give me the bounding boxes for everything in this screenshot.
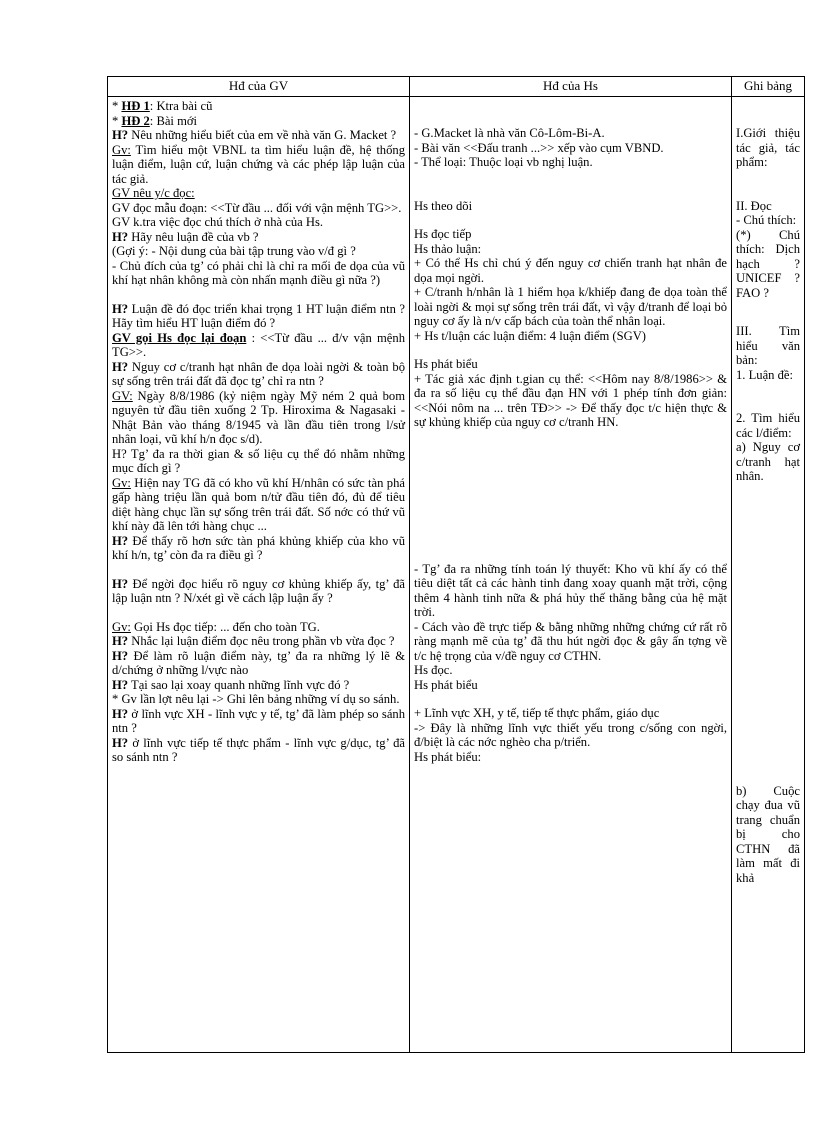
hs-line-3: - Thể loại: Thuộc loại vb nghị luận. [414, 155, 593, 169]
hs-line-11: + Tác giả xác định t.gian cụ thể: <<Hôm nay 8/8/1986>> & đa ra số liệu cụ thể đầu đạn HN với 1 phép tính đơn giản: <<Nói nôm na ... trên TĐ>> -> Để thấy đọc t/c hiện thực & sự khủng khiếp của nguy cơ c/tranh HN. [414, 371, 727, 429]
teacher-note-9: * Gv lần lợt nêu lại -> Ghi lên bảng những ví dụ so sánh. [112, 692, 400, 706]
hs-line-6: Hs thảo luận: [414, 241, 482, 256]
hint-1: (Gợi ý: - Nội dung của bài tập trung vào v/đ gì ? [112, 244, 356, 258]
question-5: H? Tg’ đa ra thời gian & số liệu cụ thể đó nhằm những mục đích gì ? [112, 446, 405, 475]
hs-line-4: Hs theo dõi [414, 198, 473, 213]
teacher-note-1: Gv: Tìm hiểu một VBNL ta tìm hiểu luận đề, hệ thống luận điểm, luận cứ, luận chứng và các phép lập luận của tác giả. [112, 142, 405, 186]
hs-line-1: - G.Macket là nhà văn Cô-Lôm-Bi-A. [414, 126, 605, 140]
question-7: H? Để ngời đọc hiểu rõ nguy cơ khủng khiếp ấy, tg’ đã lập luận ntn ? N/xét gì về cách lập luận ấy ? [112, 576, 405, 605]
question-12: H? ở lĩnh vực tiếp tế thực phẩm - lĩnh vực g/dục, tg’ đã so sánh ntn ? [112, 735, 405, 764]
teacher-note-7: Gv: Hiện nay TG đã có kho vũ khí H/nhân có sức tàn phá gấp hàng triệu lần quả bom n/tử đầu tiên đó, đủ để tiêu diệt hàng chục lần sự sống trên trái đất. Số nớc có thứ vũ khí này đã lên tới hàng chục ... [112, 475, 405, 533]
hs-line-18: Hs phát biểu: [414, 749, 482, 764]
board-note-2: II. Đọc [736, 198, 772, 213]
hint-2: - Chủ đích của tg’ có phải chỉ là chỉ ra mối đe dọa của vũ khí hạt nhân không mà còn nhấn mạnh điều gì nữa ?) [112, 258, 405, 287]
hs-line-5: Hs đọc tiếp [414, 227, 472, 241]
header-gv-activity: Hđ của GV [108, 77, 410, 97]
board-note-9: b) Cuộc chạy đua vũ trang chuẩn bị cho CTHN đã làm mất đi khả [736, 783, 800, 885]
teacher-note-2: GV nêu y/c đọc: [112, 186, 195, 200]
hs-line-14: Hs đọc. [414, 663, 453, 677]
header-board-notes: Ghi bảng [732, 77, 805, 97]
question-6: H? Để thấy rõ hơn sức tàn phá khủng khiếp của kho vũ khí h/n, tg’ còn đa ra điều gì ? [112, 533, 405, 562]
lesson-plan-table [107, 76, 805, 1053]
question-11: H? ở lĩnh vực XH - lĩnh vực y tế, tg’ đã làm phép so sánh ntn ? [112, 706, 405, 735]
board-note-1: I.Giới thiệu tác giả, tác phẩm: [736, 126, 800, 169]
teacher-note-6: GV: Ngày 8/8/1986 (kỷ niệm ngày Mỹ ném 2 quả bom nguyên tử đầu tiên xuống 2 Tp. Hiroxima & Nagasaki - Nhật Bản vào tháng 8/1945 và lần đầu tiên trong l/sử nhân loại, vũ khí h/n đọc s/d). [112, 388, 405, 446]
gv-activity-cell [108, 97, 410, 1053]
hs-line-9: + Hs t/luận các luận điểm: 4 luận điểm (SGV) [414, 328, 646, 343]
hs-line-7: + Có thể Hs chỉ chú ý đến nguy cơ chiến tranh hạt nhân đe dọa mọi ngời. [414, 256, 727, 285]
hs-line-10: Hs phát biểu [414, 357, 478, 371]
content-row [108, 97, 805, 1053]
hs-line-13: - Cách vào đề trực tiếp & bằng những những chứng cứ rất rõ ràng mạnh mẽ của tg’ đã thu hút ngời đọc & gây ấn tợng về t/c hệ trọng của v/đề nguy cơ CTHN. [414, 619, 727, 663]
board-note-8: a) Nguy cơ c/tranh hạt nhân. [736, 440, 800, 483]
header-hs-activity: Hđ của Hs [410, 77, 732, 97]
hs-line-8: + C/tranh h/nhân là 1 hiểm họa k/khiếp đang đe dọa toàn thể loài ngời & mọi sự sống trên trái đất, vì vậy đ/tranh để loại bỏ nguy cơ ấy là n/v cấp bách của toàn thể nhân loại. [414, 285, 727, 328]
hs-line-16: + Lĩnh vực XH, y tế, tiếp tế thực phẩm, giáo dục [414, 706, 660, 720]
board-note-3: - Chú thích: [736, 213, 797, 227]
board-note-6: 1. Luận đề: [736, 367, 794, 382]
hd1-line: * HĐ 1: Ktra bài cũ [112, 99, 213, 113]
board-note-7: 2. Tìm hiểu các l/điểm: [736, 411, 800, 440]
question-9: H? Để làm rõ luận điểm này, tg’ đa ra những lý lẽ & d/chứng ở những l/vực nào [112, 648, 405, 677]
board-note-4: (*) Chú thích: Dịch hạch ? UNICEF ? FAO ? [736, 227, 800, 300]
question-1: H? Nêu những hiểu biết của em về nhà văn G. Macket ? [112, 128, 397, 142]
hs-line-2: - Bài văn <<Đấu tranh ...>> xếp vào cụm VBND. [414, 140, 664, 155]
question-10: H? Tại sao lại xoay quanh những lĩnh vực đó ? [112, 677, 350, 692]
teacher-note-4: GV k.tra việc đọc chú thích ở nhà của Hs. [112, 215, 324, 229]
board-notes-cell [732, 97, 805, 1053]
teacher-note-5: GV gọi Hs đọc lại đoạn : <<Từ đầu ... đ/v vận mệnh TG>>. [112, 330, 405, 359]
hs-line-17: -> Đây là những lĩnh vực thiết yếu trong c/sống con ngời, đ/biệt là các nớc nghèo cha p/triển. [414, 720, 727, 749]
hs-line-15: Hs phát biểu [414, 677, 478, 692]
question-4: H? Nguy cơ c/tranh hạt nhân đe dọa loài ngời & toàn bộ sự sống trên trái đất đã đọc tg’ chỉ ra ntn ? [112, 359, 405, 388]
board-note-5: III. Tìm hiểu văn bản: [736, 324, 800, 367]
question-2: H? Hãy nêu luận đề của vb ? [112, 229, 259, 244]
teacher-note-3: GV đọc mẫu đoạn: <<Từ đầu ... đối với vận mệnh TG>>. [112, 200, 402, 215]
question-3: H? Luận đề đó đọc triển khai trọng 1 HT luận điểm ntn ? Hãy tìm hiểu HT luận điểm đó ? [112, 301, 405, 330]
header-row [108, 77, 805, 97]
hs-activity-cell [410, 97, 732, 1053]
hd2-line: * HĐ 2: Bài mới [112, 113, 198, 128]
teacher-note-8: Gv: Gọi Hs đọc tiếp: ... đến cho toàn TG. [112, 619, 320, 634]
hs-line-12: - Tg’ đa ra những tính toán lý thuyết: Kho vũ khí ấy có thể tiêu diệt tất cả các hành tinh đang xoay quanh mặt trời, cộng thêm 4 hành tinh nữa & phá hủy thế thăng bằng của hệ mặt trời. [414, 561, 727, 619]
question-8: H? Nhắc lại luận điểm đọc nêu trong phần vb vừa đọc ? [112, 634, 395, 648]
